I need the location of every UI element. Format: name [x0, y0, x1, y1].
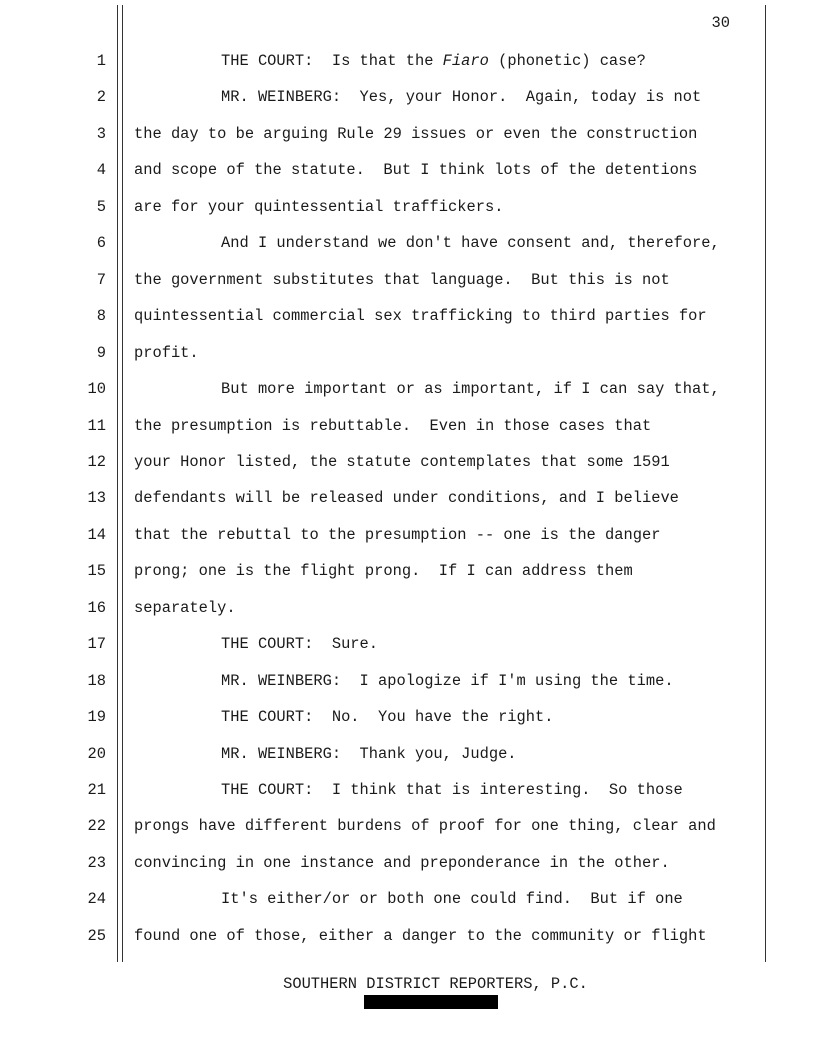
line-number: 25	[87, 926, 106, 945]
line-text-segment: THE COURT: No. You have the right.	[221, 708, 554, 727]
line-text-segment: prongs have different burdens of proof for one thing, clear and	[134, 817, 716, 836]
line-number: 20	[87, 744, 106, 763]
line-number: 5	[96, 197, 106, 216]
transcript-line	[221, 745, 517, 763]
transcript-line	[134, 854, 670, 872]
line-text-segment: MR. WEINBERG: Thank you, Judge.	[221, 744, 517, 763]
line-text-segment: convincing in one instance and preponderance in the other.	[134, 853, 670, 872]
line-text-segment: profit.	[134, 343, 199, 362]
transcript-line	[134, 198, 503, 216]
line-number: 11	[87, 416, 106, 435]
line-number: 9	[96, 343, 106, 362]
line-number: 8	[96, 307, 106, 326]
line-number: 10	[87, 380, 106, 399]
line-number: 19	[87, 708, 106, 727]
line-number: 24	[87, 890, 106, 909]
transcript-line	[134, 526, 660, 544]
transcript-line	[221, 234, 720, 252]
case-name-italic: Fiaro	[442, 52, 489, 70]
line-number: 4	[96, 161, 106, 180]
line-text-segment: (phonetic) case?	[488, 52, 646, 70]
line-number: 22	[87, 817, 106, 836]
transcript-line	[134, 562, 633, 580]
right-margin-rule	[765, 5, 766, 962]
line-number: 6	[96, 234, 106, 253]
transcript-line	[221, 88, 701, 106]
line-number: 17	[87, 635, 106, 654]
line-number: 13	[87, 489, 106, 508]
transcript-line	[134, 489, 679, 507]
transcript-line	[221, 890, 683, 908]
transcript-line	[221, 672, 674, 690]
line-text-segment: that the rebuttal to the presumption -- one is the danger	[134, 525, 661, 544]
transcript-line	[221, 781, 683, 799]
line-number: 23	[87, 853, 106, 872]
line-text-segment: the presumption is rebuttable. Even in those cases that	[134, 416, 652, 435]
line-text-segment: are for your quintessential traffickers.	[134, 197, 504, 216]
line-text-segment: your Honor listed, the statute contemplates that some 1591	[134, 452, 670, 471]
transcript-line	[134, 817, 716, 835]
line-text-segment: It's either/or or both one could find. But if one	[221, 890, 683, 909]
redaction-bar	[364, 995, 498, 1009]
line-number: 16	[87, 598, 106, 617]
line-number: 12	[87, 452, 106, 471]
line-number: 3	[96, 124, 106, 143]
transcript-line	[221, 52, 646, 70]
transcript-line	[134, 599, 236, 617]
transcript-line	[134, 271, 670, 289]
line-text-segment: and scope of the statute. But I think lots of the detentions	[134, 161, 698, 180]
line-text-segment: But more important or as important, if I can say that,	[221, 380, 720, 399]
line-number: 7	[96, 270, 106, 289]
line-text-segment: separately.	[134, 598, 236, 617]
transcript-line	[134, 307, 707, 325]
line-number: 21	[87, 781, 106, 799]
line-number: 14	[87, 525, 106, 544]
line-text-segment: defendants will be released under conditions, and I believe	[134, 489, 679, 508]
line-text-segment: the government substitutes that language. But this is not	[134, 270, 670, 289]
line-text-segment: THE COURT: Is that the	[221, 52, 443, 70]
transcript-line	[134, 344, 199, 362]
transcript-line	[221, 635, 378, 653]
transcript-line	[134, 927, 707, 945]
line-text-segment: found one of those, either a danger to the community or flight	[134, 926, 707, 945]
left-margin-rule-inner	[122, 5, 123, 962]
line-number: 18	[87, 671, 106, 690]
line-text-segment: And I understand we don't have consent and, therefore,	[221, 234, 720, 253]
line-text-segment: prong; one is the flight prong. If I can address them	[134, 562, 633, 581]
line-text-segment: the day to be arguing Rule 29 issues or even the construction	[134, 124, 698, 143]
transcript-line	[134, 417, 651, 435]
line-text-segment: THE COURT: I think that is interesting. So those	[221, 781, 683, 799]
left-margin-rule-outer	[117, 5, 118, 962]
line-number: 2	[96, 88, 106, 107]
transcript-line	[221, 380, 720, 398]
line-number: 15	[87, 562, 106, 581]
line-text-segment: quintessential commercial sex trafficking to third parties for	[134, 307, 707, 326]
line-text-segment: MR. WEINBERG: Yes, your Honor. Again, today is not	[221, 88, 702, 107]
line-text-segment: THE COURT: Sure.	[221, 635, 379, 654]
transcript-line	[134, 453, 670, 471]
transcript-line	[134, 161, 697, 179]
line-number: 1	[96, 52, 106, 70]
transcript-line	[221, 708, 554, 726]
transcript-line	[134, 125, 697, 143]
line-text-segment: MR. WEINBERG: I apologize if I'm using the time.	[221, 671, 674, 690]
footer-reporter-name: SOUTHERN DISTRICT REPORTERS, P.C.	[283, 975, 588, 993]
page-number: 30	[711, 14, 730, 32]
